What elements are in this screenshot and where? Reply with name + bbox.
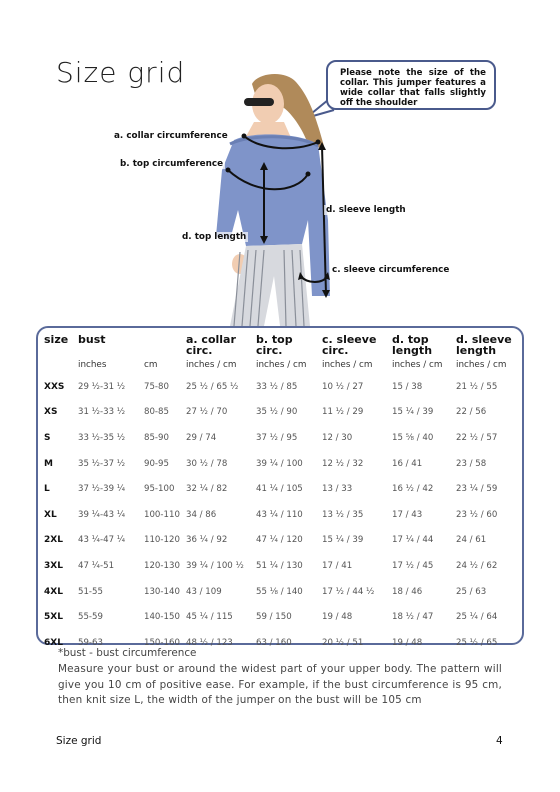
size-table-frame — [36, 326, 524, 648]
table-cell: 12 / 30 — [322, 432, 353, 443]
label-sleeve-length: d. sleeve length — [326, 205, 406, 215]
unit-cell: cm — [144, 360, 158, 370]
table-cell: 22 ½ / 57 — [456, 432, 498, 443]
col-header-sleeve-length: d. sleeve length — [456, 333, 512, 357]
page-number: 4 — [496, 735, 503, 747]
unit-cell — [44, 356, 78, 374]
table-cell: 25 ¼ / 64 — [456, 612, 498, 623]
table-cell: 16 ½ / 42 — [392, 484, 434, 495]
table-cell: 140-150 — [144, 612, 180, 623]
table-cell: 35 ½-37 ½ — [78, 458, 126, 469]
table-cell: 23 ¼ / 59 — [456, 484, 498, 495]
table-cell: 85-90 — [144, 432, 169, 443]
table-cell: 31 ½-33 ½ — [78, 407, 126, 418]
table-cell: 45 ¼ / 115 — [186, 612, 233, 623]
table-cell: 100-110 — [144, 509, 180, 520]
col-header-top-length: d. top length — [392, 333, 433, 357]
table-cell: 22 / 56 — [456, 407, 487, 418]
table-cell: 24 / 61 — [456, 535, 487, 546]
col-header-sleeve-circ: c. sleeve circ. — [322, 333, 377, 357]
size-cell: M — [44, 458, 53, 469]
table-cell: 11 ½ / 29 — [322, 407, 364, 418]
table-cell: 43 ¼-47 ¼ — [78, 535, 126, 546]
size-cell: XXS — [44, 381, 65, 392]
measure-instructions: Measure your bust or around the widest part of your upper body. The pattern will give you 10 cm of positive ease. For example, if the bust circumference is 95 cm, then knit size L, the width of the jumper on the bust will be 105 cm — [58, 663, 502, 706]
table-cell: 23 / 58 — [456, 458, 487, 469]
table-row — [44, 579, 522, 605]
footer-section-title: Size grid — [56, 735, 102, 747]
unit-cell: inches / cm — [256, 360, 307, 370]
table-cell: 15 ⁵⁄₈ / 40 — [392, 432, 434, 443]
size-cell: 4XL — [44, 586, 63, 597]
table-cell: 130-140 — [144, 586, 180, 597]
unit-cell: inches / cm — [456, 360, 507, 370]
table-cell: 95-100 — [144, 484, 175, 495]
table-row — [44, 604, 522, 630]
table-cell: 29 / 74 — [186, 432, 217, 443]
col-header-bust-cm — [144, 332, 186, 356]
page-title: Size grid — [56, 56, 186, 89]
size-cell: 6XL — [44, 637, 63, 648]
table-cell: 63 / 160 — [256, 637, 292, 648]
table-cell: 39 ¼-43 ¼ — [78, 509, 126, 520]
table-cell: 17 / 43 — [392, 509, 423, 520]
label-collar-circumference: a. collar circumference — [114, 131, 228, 141]
unit-cell: inches / cm — [392, 360, 443, 370]
table-cell: 55-59 — [78, 612, 103, 623]
table-cell: 17 ¼ / 44 — [392, 535, 434, 546]
table-cell: 19 / 48 — [392, 637, 423, 648]
size-cell: XL — [44, 509, 57, 520]
table-cell: 17 / 41 — [322, 560, 353, 571]
size-cell: XS — [44, 407, 58, 418]
col-header-size: size — [44, 333, 69, 346]
unit-cell: inches / cm — [322, 360, 373, 370]
label-top-length: d. top length — [182, 232, 247, 242]
table-cell: 32 ¼ / 82 — [186, 484, 228, 495]
table-cell: 33 ½-35 ½ — [78, 432, 126, 443]
table-cell: 90-95 — [144, 458, 169, 469]
table-cell: 29 ½-31 ½ — [78, 381, 126, 392]
table-cell: 55 ⅛ / 140 — [256, 586, 303, 597]
table-cell: 39 ¼ / 100 ½ — [186, 560, 244, 571]
table-cell: 18 / 46 — [392, 586, 423, 597]
table-cell: 37 ½-39 ¼ — [78, 484, 126, 495]
table-cell: 150-160 — [144, 637, 180, 648]
table-cell: 48 ½ / 123 — [186, 637, 233, 648]
table-row — [44, 553, 522, 579]
table-cell: 25 ½ / 65 — [456, 637, 498, 648]
unit-cell: inches — [78, 360, 107, 370]
table-row — [44, 451, 522, 477]
size-cell: 2XL — [44, 535, 63, 546]
table-cell: 51 ¼ / 130 — [256, 560, 303, 571]
table-cell: 80-85 — [144, 407, 169, 418]
table-cell: 20 ½ / 51 — [322, 637, 364, 648]
size-cell: S — [44, 432, 51, 443]
col-header-top-circ: b. top circ. — [256, 333, 293, 357]
table-cell: 120-130 — [144, 560, 180, 571]
table-cell: 75-80 — [144, 381, 169, 392]
table-cell: 59 / 150 — [256, 612, 292, 623]
table-cell: 37 ½ / 95 — [256, 432, 298, 443]
size-table — [44, 332, 522, 656]
table-row — [44, 476, 522, 502]
table-cell: 59-63 — [78, 637, 103, 648]
model-photo — [200, 70, 340, 326]
table-cell: 35 ½ / 90 — [256, 407, 298, 418]
table-cell: 23 ½ / 60 — [456, 509, 498, 520]
table-cell: 15 ¼ / 39 — [322, 535, 364, 546]
table-cell: 27 ½ / 70 — [186, 407, 228, 418]
table-cell: 36 ¼ / 92 — [186, 535, 228, 546]
table-cell: 43 / 109 — [186, 586, 222, 597]
table-cell: 13 / 33 — [322, 484, 353, 495]
label-sleeve-circumference: c. sleeve circumference — [332, 265, 450, 275]
bust-footnote: *bust - bust circumference — [58, 647, 197, 659]
table-cell: 110-120 — [144, 535, 180, 546]
col-header-bust: bust — [78, 333, 106, 346]
table-cell: 16 / 41 — [392, 458, 423, 469]
table-cell: 18 ½ / 47 — [392, 612, 434, 623]
size-cell: 3XL — [44, 560, 63, 571]
table-cell: 10 ½ / 27 — [322, 381, 364, 392]
table-cell: 30 ½ / 78 — [186, 458, 228, 469]
table-header-row — [44, 332, 522, 356]
table-cell: 24 ½ / 62 — [456, 560, 498, 571]
table-cell: 25 ½ / 65 ½ — [186, 381, 239, 392]
table-row — [44, 400, 522, 426]
table-cell: 39 ¼ / 100 — [256, 458, 303, 469]
table-cell: 13 ½ / 35 — [322, 509, 364, 520]
table-row — [44, 502, 522, 528]
table-cell: 25 / 63 — [456, 586, 487, 597]
table-cell: 33 ½ / 85 — [256, 381, 298, 392]
table-cell: 19 / 48 — [322, 612, 353, 623]
table-cell: 47 ¼ / 120 — [256, 535, 303, 546]
table-row — [44, 528, 522, 554]
table-cell: 15 / 38 — [392, 381, 423, 392]
size-cell: 5XL — [44, 612, 63, 623]
size-cell: L — [44, 484, 50, 495]
table-cell: 43 ¼ / 110 — [256, 509, 303, 520]
table-units-row — [44, 356, 522, 374]
table-cell: 21 ½ / 55 — [456, 381, 498, 392]
col-header-collar: a. collar circ. — [186, 333, 236, 357]
sunglasses-icon — [244, 98, 274, 106]
table-cell: 17 ½ / 45 — [392, 560, 434, 571]
collar-note-callout: Please note the size of the collar. This jumper features a wide collar that falls slightly off the shoulder — [326, 60, 496, 110]
table-cell: 34 / 86 — [186, 509, 217, 520]
table-cell: 17 ½ / 44 ½ — [322, 586, 375, 597]
table-cell: 41 ¼ / 105 — [256, 484, 303, 495]
table-cell: 12 ½ / 32 — [322, 458, 364, 469]
label-top-circumference: b. top circumference — [120, 159, 224, 169]
table-cell: 51-55 — [78, 586, 103, 597]
table-row — [44, 425, 522, 451]
unit-cell: inches / cm — [186, 360, 237, 370]
table-row — [44, 374, 522, 400]
table-cell: 15 ¼ / 39 — [392, 407, 434, 418]
table-cell: 47 ¼-51 — [78, 560, 115, 571]
